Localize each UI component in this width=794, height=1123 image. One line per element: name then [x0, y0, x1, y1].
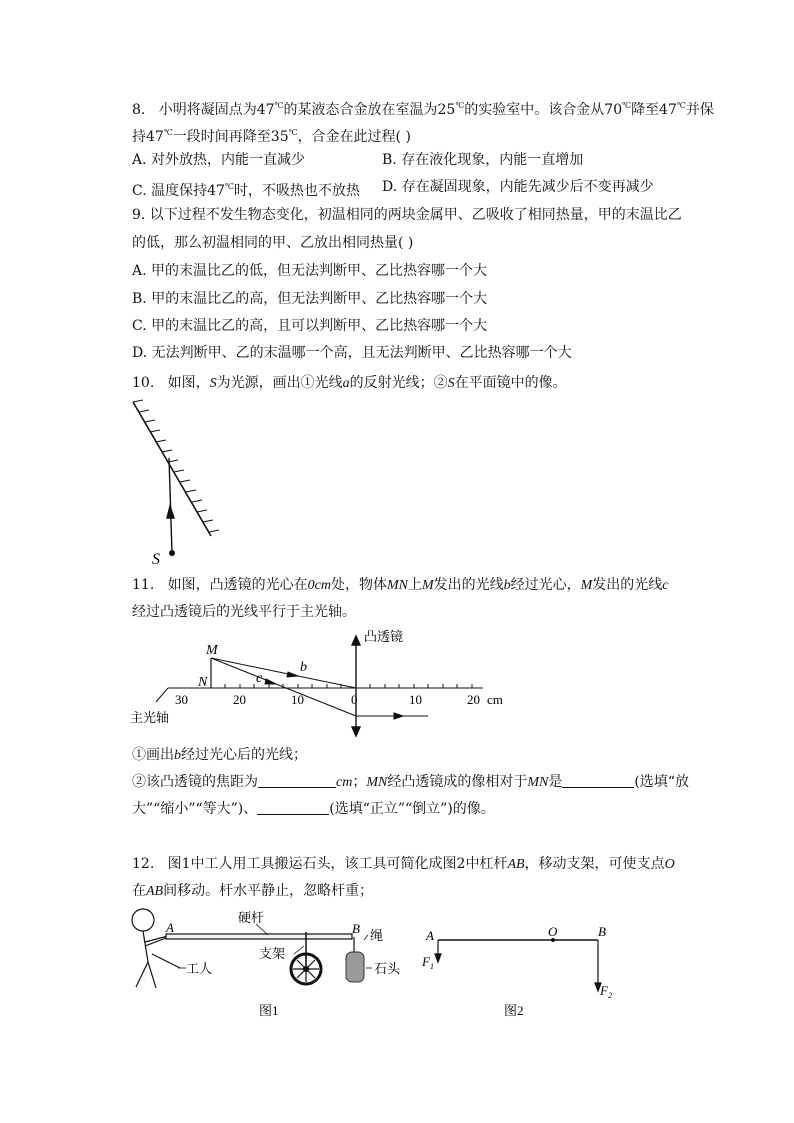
convex-lens [352, 636, 360, 736]
q9-option-c[interactable]: C. 甲的末温比乙的高，且可以判断甲、乙比热容哪一个大 [132, 318, 488, 334]
image-size-blank[interactable] [562, 773, 634, 788]
force-f1 [435, 940, 441, 962]
label-b-fig2: B [598, 924, 606, 939]
q8-option-b[interactable]: B. 存在液化现象，内能一直增加 [382, 152, 584, 168]
q8-option-c[interactable]: C. 温度保持47℃时，不吸热也不放热 [132, 182, 360, 199]
label-worker: 工人 [186, 961, 213, 976]
label-lever: 硬杆 [238, 910, 265, 925]
ray-b [211, 658, 356, 688]
q9-line2: 的低，那么初温相同的甲、乙放出相同热量( ) [132, 235, 414, 251]
unit-cm: cm [487, 692, 503, 707]
stone [346, 952, 364, 982]
label-support: 支架 [259, 946, 286, 961]
hard-lever [166, 934, 352, 939]
q9-option-b[interactable]: B. 甲的末温比乙的高，但无法判断甲、乙比热容哪一个大 [132, 291, 488, 307]
q12-figure-1 [128, 902, 418, 1022]
caption-fig2: 图2 [504, 1003, 524, 1018]
tick-label-20-left: 20 [233, 692, 246, 707]
label-n: N [198, 675, 208, 690]
q10-stem: 10. 如图，S为光源，画出①光线a的反射光线；②S在平面镜中的像。 [132, 375, 567, 391]
q10-mirror-figure [125, 396, 235, 568]
q8-option-d[interactable]: D. 存在凝固现象，内能先减少后不变再减少 [382, 179, 654, 195]
label-stone: 石头 [374, 961, 401, 976]
label-a-fig1: A [166, 920, 174, 935]
q8-line1: 8. 小明将凝固点为47℃的某液态合金放在室温为25℃的实验室中。该合金从70℃降至47℃并保 [132, 101, 714, 118]
caption-fig1: 图1 [259, 1003, 279, 1018]
label-a-fig2: A [426, 928, 434, 943]
q11-sub1: ①画出b经过光心后的光线； [132, 747, 307, 763]
label-c: c [256, 671, 263, 686]
label-s: S [152, 551, 160, 568]
image-orientation-blank[interactable] [257, 800, 329, 815]
q11-line2: 经过凸透镜后的光线平行于主光轴。 [132, 604, 356, 620]
focal-length-blank[interactable] [258, 773, 336, 788]
q9-option-a[interactable]: A. 甲的末温比乙的低，但无法判断甲、乙比热容哪一个大 [132, 263, 488, 279]
q12-line1: 12. 图1中工人用工具搬运石头，该工具可简化成图2中杠杆AB，移动支架，可使支点O [132, 856, 675, 872]
q11-line1: 11. 如图，凸透镜的光心在0cm处，物体MN上M发出的光线b经过光心，M发出的光线c [132, 577, 669, 593]
q8-option-a[interactable]: A. 对外放热，内能一直减少 [132, 152, 306, 168]
q11-sub3: 大”“缩小”“等大”)、 (选填“正立”“倒立”)的像。 [132, 801, 495, 817]
tick-label-0: 0 [351, 692, 358, 707]
q9-option-d[interactable]: D. 无法判断甲、乙的末温哪一个高，且无法判断甲、乙比热容哪一个大 [132, 345, 572, 361]
label-m: M [206, 643, 218, 658]
tick-label-10-right: 10 [409, 692, 422, 707]
label-b: b [300, 660, 307, 675]
label-f1: $F_1$ [422, 954, 434, 971]
light-source-s [169, 550, 175, 556]
label-o-fig2: O [548, 924, 558, 939]
incident-ray-a [167, 458, 174, 553]
q11-sub2: ②该凸透镜的焦距为 cm；MN经凸透镜成的像相对于MN是 (选填“放 [132, 774, 689, 790]
q12-line2: 在AB间移动。杆水平静止，忽略杆重； [132, 883, 374, 899]
label-f2: $F_2$ [600, 983, 612, 1000]
wheel [291, 954, 321, 984]
q9-line1: 9. 以下过程不发生物态变化，初温相同的两块金属甲、乙吸收了相同热量，甲的末温比乙 [132, 207, 682, 223]
principal-axis-label: 主光轴 [130, 710, 170, 725]
tick-label-20-right: 20 [467, 692, 480, 707]
mirror-hatching [133, 400, 219, 532]
q11-lens-figure [128, 626, 528, 738]
lens-label: 凸透镜 [364, 629, 404, 644]
principal-axis [156, 688, 483, 702]
tick-label-30-left: 30 [175, 692, 188, 707]
label-b-fig1: B [352, 921, 360, 936]
label-rope: 绳 [370, 928, 384, 943]
q8-line2: 持47℃一段时间再降至35℃，合金在此过程( ) [132, 128, 411, 145]
q12-figure-2 [420, 920, 620, 1022]
tick-label-10-left: 10 [291, 692, 304, 707]
